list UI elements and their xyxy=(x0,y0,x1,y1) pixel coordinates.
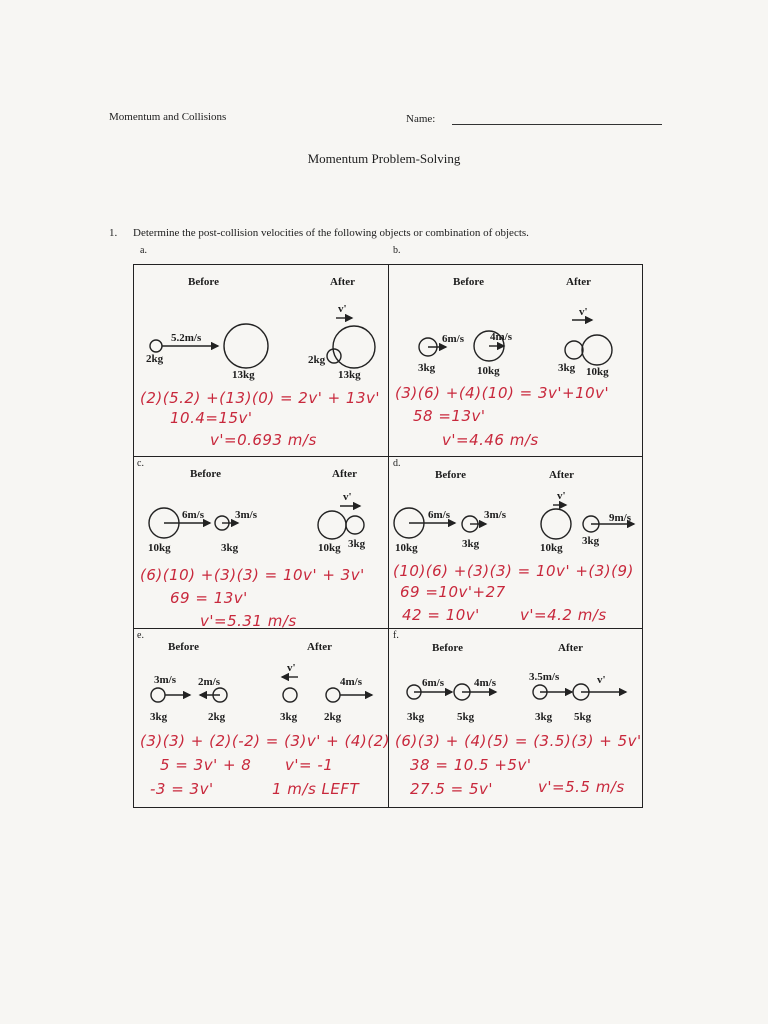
mass-label-c1: 10kg xyxy=(148,542,171,554)
work-e-line2: 5 = 3v' + 8 xyxy=(160,756,252,774)
work-b-line2: 58 =13v' xyxy=(413,407,486,425)
velocity-label-f2: 4m/s xyxy=(474,677,496,689)
work-a-line3: v'=0.693 m/s xyxy=(210,431,317,449)
cell-label-a: a. xyxy=(140,245,147,256)
cell-label-f: f. xyxy=(393,630,399,641)
mass-label-e3: 3kg xyxy=(280,711,298,723)
question-number: 1. xyxy=(109,227,118,239)
mass-label-d2: 3kg xyxy=(462,538,480,550)
velocity-label-e2: 2m/s xyxy=(198,676,220,688)
before-label-c: Before xyxy=(190,468,221,480)
velocity-label-a1: 5.2m/s xyxy=(171,332,202,344)
page-title: Momentum Problem-Solving xyxy=(307,151,461,166)
before-label-b: Before xyxy=(453,276,484,288)
mass-label-c3: 10kg xyxy=(318,542,341,554)
work-c-line1: (6)(10) +(3)(3) = 10v' + 3v' xyxy=(140,566,365,584)
vprime-label-b: v' xyxy=(579,306,588,318)
cell-label-c: c. xyxy=(137,458,144,469)
mass-label-b1: 3kg xyxy=(418,362,436,374)
work-d-line2: 69 =10v'+27 xyxy=(400,583,506,601)
mass-label-f1: 3kg xyxy=(407,711,425,723)
ball-13kg-a-before xyxy=(224,324,268,368)
velocity-label-c2: 3m/s xyxy=(235,509,257,521)
cell-label-d: d. xyxy=(393,458,401,469)
after-label-d: After xyxy=(549,469,575,481)
after-label-b: After xyxy=(566,276,592,288)
mass-label-d1: 10kg xyxy=(395,542,418,554)
ball-10kg-d-after xyxy=(541,509,571,539)
vprime-label-d: v' xyxy=(557,490,566,502)
mass-label-b2: 10kg xyxy=(477,365,500,377)
after-label-f: After xyxy=(558,642,584,654)
mass-label-a2: 13kg xyxy=(232,369,255,381)
velocity-label-b2: 4m/s xyxy=(490,331,512,343)
work-c-line2: 69 = 13v' xyxy=(170,589,248,607)
mass-label-a3: 2kg xyxy=(308,354,326,366)
ball-2kg-e-after xyxy=(326,688,340,702)
mass-label-f2: 5kg xyxy=(457,711,475,723)
velocity-label-d1: 6m/s xyxy=(428,509,450,521)
mass-label-f4: 5kg xyxy=(574,711,592,723)
before-label-d: Before xyxy=(435,469,466,481)
ball-3kg-b-after xyxy=(565,341,583,359)
ball-10kg-c-after xyxy=(318,511,346,539)
work-b-line1: (3)(6) +(4)(10) = 3v'+10v' xyxy=(395,384,610,402)
worksheet-subject: Momentum and Collisions xyxy=(109,111,227,123)
velocity-label-b1: 6m/s xyxy=(442,333,464,345)
before-label-a: Before xyxy=(188,276,219,288)
work-e-line4: v'= -1 xyxy=(285,756,334,774)
after-label-a: After xyxy=(330,276,356,288)
work-f-line2: 38 = 10.5 +5v' xyxy=(410,756,532,774)
cell-label-b: b. xyxy=(393,245,401,256)
mass-label-a4: 13kg xyxy=(338,369,361,381)
mass-label-b3: 3kg xyxy=(558,362,576,374)
before-label-e: Before xyxy=(168,641,199,653)
name-label: Name: xyxy=(406,113,436,125)
mass-label-d3: 10kg xyxy=(540,542,563,554)
mass-label-e1: 3kg xyxy=(150,711,168,723)
vprime-label-a: v' xyxy=(338,303,347,315)
mass-label-a1: 2kg xyxy=(146,353,164,365)
ball-2kg-a-before xyxy=(150,340,162,352)
velocity-label-e1: 3m/s xyxy=(154,674,176,686)
ball-3kg-e-after xyxy=(283,688,297,702)
work-e-line3: -3 = 3v' xyxy=(150,780,214,798)
work-d-line4: v'=4.2 m/s xyxy=(520,606,607,624)
cell-label-e: e. xyxy=(137,630,144,641)
work-c-line3: v'=5.31 m/s xyxy=(200,612,297,630)
work-a-line1: (2)(5.2) +(13)(0) = 2v' + 13v' xyxy=(140,389,381,407)
work-e-line5: 1 m/s LEFT xyxy=(272,780,360,798)
mass-label-e2: 2kg xyxy=(208,711,226,723)
work-b-line3: v'=4.46 m/s xyxy=(442,431,539,449)
mass-label-c4: 3kg xyxy=(348,538,366,550)
ball-3kg-e-before xyxy=(151,688,165,702)
mass-label-f3: 3kg xyxy=(535,711,553,723)
velocity-label-f1: 6m/s xyxy=(422,677,444,689)
velocity-label-c1: 6m/s xyxy=(182,509,204,521)
after-label-e: After xyxy=(307,641,333,653)
vprime-label-c: v' xyxy=(343,491,352,503)
velocity-label-d3: 9m/s xyxy=(609,512,631,524)
mass-label-c2: 3kg xyxy=(221,542,239,554)
velocity-label-f3: 3.5m/s xyxy=(529,671,560,683)
work-f-line1: (6)(3) + (4)(5) = (3.5)(3) + 5v' xyxy=(395,732,642,750)
work-a-line2: 10.4=15v' xyxy=(170,409,253,427)
velocity-label-e3: 4m/s xyxy=(340,676,362,688)
before-label-f: Before xyxy=(432,642,463,654)
work-f-line3: 27.5 = 5v' xyxy=(410,780,494,798)
work-e-line1: (3)(3) + (2)(-2) = (3)v' + (4)(2) xyxy=(140,732,390,750)
velocity-label-d2: 3m/s xyxy=(484,509,506,521)
ball-13kg-a-after xyxy=(333,326,375,368)
mass-label-b4: 10kg xyxy=(586,366,609,378)
vprime-label-e: v' xyxy=(287,662,296,674)
vprime-label-f: v' xyxy=(597,674,606,686)
mass-label-d4: 3kg xyxy=(582,535,600,547)
mass-label-e4: 2kg xyxy=(324,711,342,723)
after-label-c: After xyxy=(332,468,358,480)
work-d-line1: (10)(6) +(3)(3) = 10v' +(3)(9) xyxy=(393,562,634,580)
work-d-line3: 42 = 10v' xyxy=(402,606,480,624)
ball-10kg-b-after xyxy=(582,335,612,365)
ball-3kg-c-after xyxy=(346,516,364,534)
question-text: Determine the post-collision velocities of the following objects or combination of objects. xyxy=(133,227,529,239)
work-f-line4: v'=5.5 m/s xyxy=(538,778,625,796)
